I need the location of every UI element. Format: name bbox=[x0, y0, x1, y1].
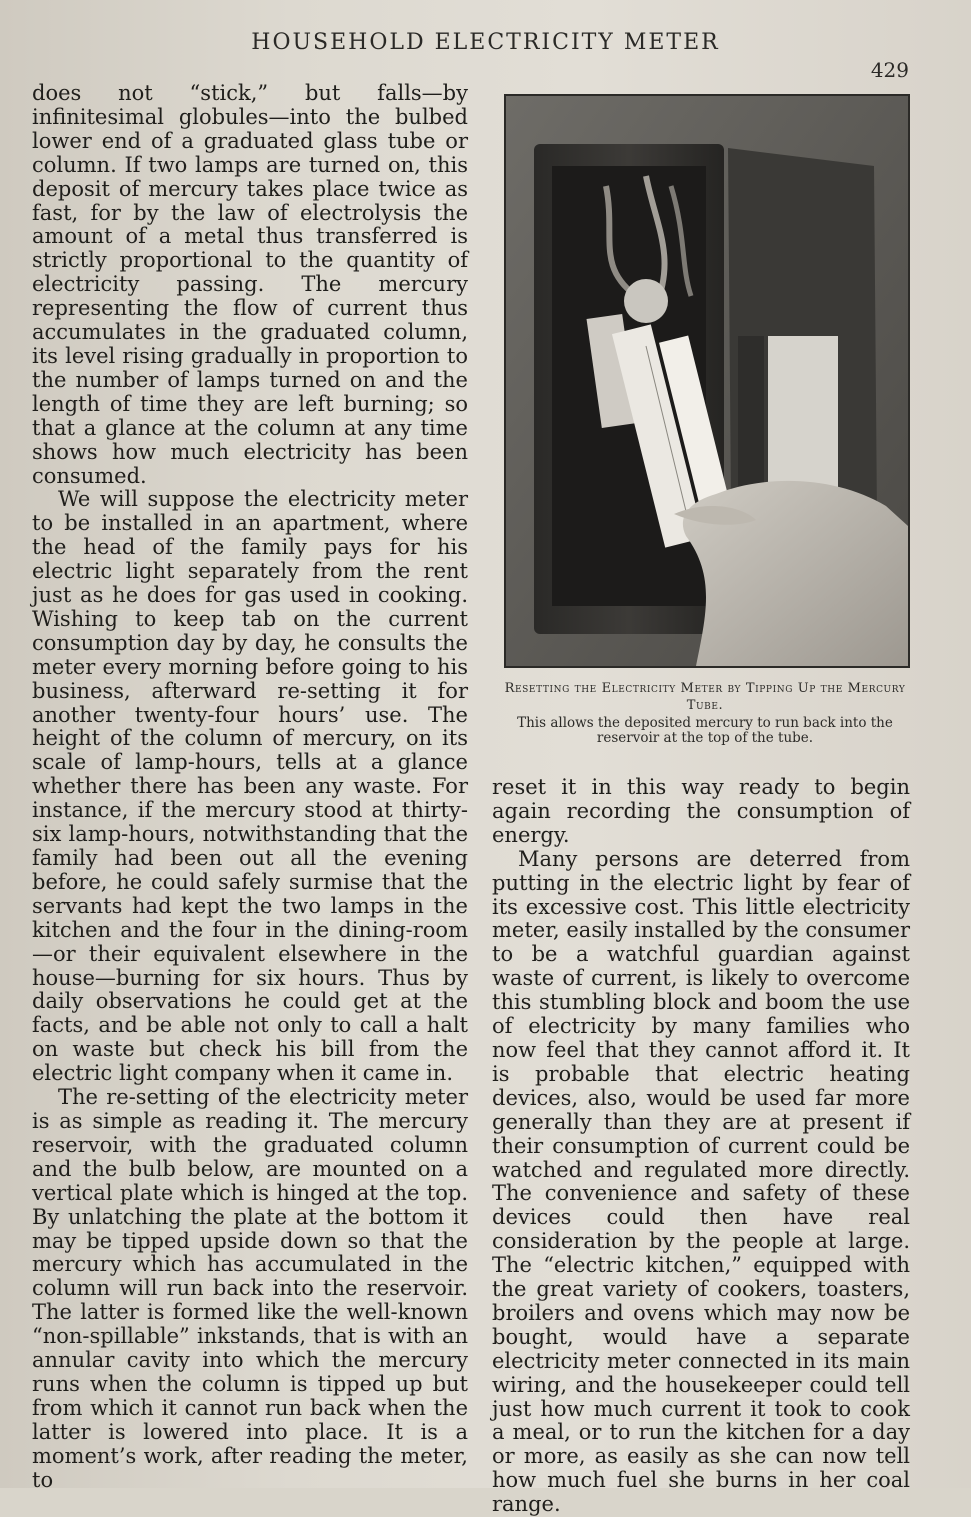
caption-text: This allows the deposited mercury to run back into the reservoir at the top of the tube. bbox=[517, 715, 893, 746]
meter-photograph bbox=[504, 94, 910, 668]
paragraph: The re-setting of the electricity meter is as simple as reading it. The mercury reservoir, with the graduated column and the bulb below, are mounted on a vertical plate which is hinged at the top. By unlatching the plate at the bottom it may be tipped upside down so that the mercury which has accumulated in the column will run back into the reservoir. The latter is formed like the well-known “non-spillable” inkstands, that is with an annular cavity into which the mercury runs when the column is tipped up but from which it cannot run back when the latter is lowered into place. It is a moment’s work, after reading the meter, to bbox=[32, 1085, 468, 1492]
page-number: 429 bbox=[870, 58, 909, 82]
running-title: HOUSEHOLD ELECTRICITY METER bbox=[251, 30, 720, 55]
paragraph: Many persons are deterred from putting in the electric light by fear of its excessive cost. This little electricity meter, easily installed by the consumer to be a watchful guardian against waste of current, is likely to overcome this stumbling block and boom the use of electricity by many families who now feel that they cannot afford it. It is probable that electric heating devices, also, would be used far more generally than they are at present if their consumption of current could be watched and regulated more directly. The convenience and safety of these devices could then have real consideration by the people at large. The “electric kitchen,” equipped with the great variety of cookers, toasters, broilers and ovens which may now be bought, would have a separate electricity meter connected in its main wiring, and the housekeeper could tell just how much current it took to cook a meal, or to run the kitchen for a day or more, as easily as she can now tell how much fuel she burns in her coal range. bbox=[492, 846, 910, 1517]
paragraph: does not “stick,” but falls—by infinitesimal globules—into the bulbed lower end of a graduated glass tube or column. If two lamps are turned on, this deposit of mercury takes place twice as fast, for by the law of electrolysis the amount of a metal thus transferred is strictly proportional to the quantity of electricity passing. The mercury representing the flow of current thus accumulates in the graduated column, its level rising gradually in proportion to the number of lamps turned on and the length of time they are left burning; so that a glance at the column at any time shows how much electricity has been consumed. bbox=[32, 81, 468, 488]
right-column bbox=[492, 776, 910, 1517]
left-column bbox=[32, 82, 468, 1492]
paragraph: We will suppose the electricity meter to be installed in an apartment, where the head of the family pays for his electric light separately from the rent just as he does for gas used in cooking. Wishing to keep tab on the current consumption day by day, he consults the meter every morning before going to his business, afterward re-setting it for another twenty-four hours’ use. The height of the column of mercury, on its scale of lamp-hours, tells at a glance whether there has been any waste. For instance, if the mercury stood at thirty-six lamp-hours, notwithstanding that the family had been out all the evening before, he could safely surmise that the servants had kept the two lamps in the kitchen and the four in the dining-room—or their equivalent elsewhere in the house—burning for six hours. Thus by daily observations he could get at the facts, and be able not only to call a halt on waste but check his bill from the electric light company when it came in. bbox=[32, 487, 468, 1086]
paragraph: reset it in this way ready to begin again recording the consumption of energy. bbox=[492, 775, 910, 847]
meter-photo-illustration bbox=[506, 96, 908, 666]
figure-caption bbox=[498, 680, 912, 746]
caption-title: Resetting the Electricity Meter by Tipping Up the Mercury Tube. bbox=[504, 681, 906, 713]
